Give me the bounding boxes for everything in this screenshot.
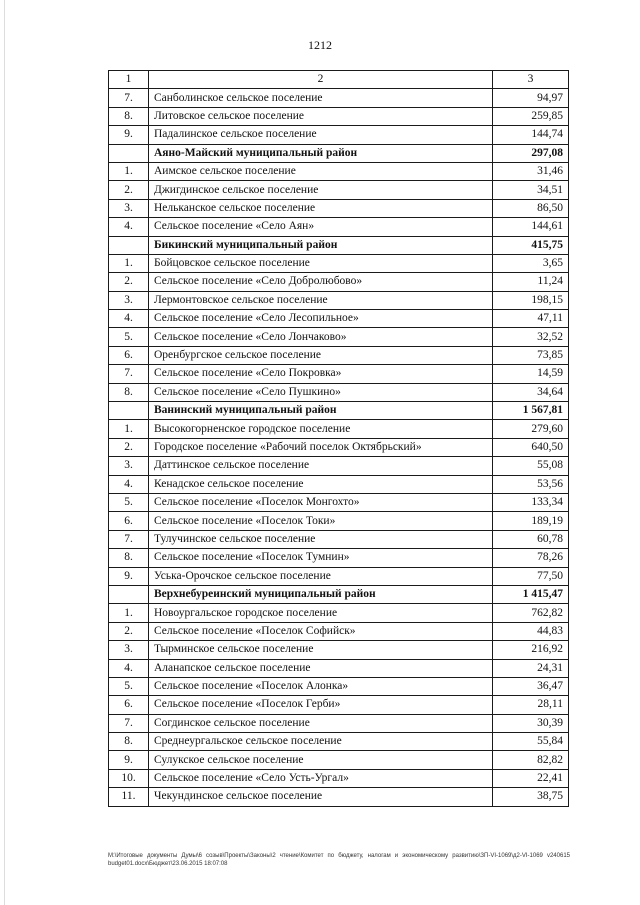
amount-value: 24,31 xyxy=(493,659,569,677)
amount-value: 53,56 xyxy=(493,475,569,493)
row-number: 7. xyxy=(109,89,149,107)
table-row xyxy=(109,346,569,364)
amount-value: 32,52 xyxy=(493,328,569,346)
settlement-name: Новоургальское городское поселение xyxy=(149,604,493,622)
settlement-name: Бойцовское сельское поселение xyxy=(149,254,493,272)
amount-value: 73,85 xyxy=(493,346,569,364)
row-number: 1. xyxy=(109,162,149,180)
row-number: 6. xyxy=(109,346,149,364)
table-row xyxy=(109,126,569,144)
row-number: 7. xyxy=(109,714,149,732)
table-row xyxy=(109,365,569,383)
amount-value: 47,11 xyxy=(493,310,569,328)
table-row xyxy=(109,530,569,548)
settlement-name: Чекундинское сельское поселение xyxy=(149,788,493,806)
table-row xyxy=(109,696,569,714)
row-number xyxy=(109,236,149,254)
row-number: 7. xyxy=(109,365,149,383)
amount-value: 36,47 xyxy=(493,677,569,695)
amount-value: 640,50 xyxy=(493,438,569,456)
amount-value: 144,74 xyxy=(493,126,569,144)
column-number: 1 xyxy=(109,71,149,89)
row-number: 9. xyxy=(109,751,149,769)
settlement-name: Сельское поселение «Село Лесопильное» xyxy=(149,310,493,328)
row-number: 9. xyxy=(109,126,149,144)
table-row xyxy=(109,622,569,640)
settlement-name: Аланапское сельское поселение xyxy=(149,659,493,677)
settlement-name: Аяно-Майский муниципальный район xyxy=(149,144,493,162)
row-number xyxy=(109,585,149,603)
settlement-name: Сельское поселение «Село Лончаково» xyxy=(149,328,493,346)
settlement-name: Верхнебуреинский муниципальный район xyxy=(149,585,493,603)
row-number: 1. xyxy=(109,604,149,622)
file-path-footer: M:\Итоговые документы Думы\6 созыв\Проекты\Законы\2 чтение\Комитет по бюджету, налогам и экономическому развитию\ЗП-VI-1069\д2-VI-1069 v240615 budget01.docx\Бюджет\23.06.2015 18:07:08 xyxy=(108,853,570,867)
table-row xyxy=(109,181,569,199)
settlement-name: Сельское поселение «Поселок Тумнин» xyxy=(149,549,493,567)
amount-value: 22,41 xyxy=(493,769,569,787)
amount-value: 60,78 xyxy=(493,530,569,548)
settlement-name: Сельское поселение «Село Добролюбово» xyxy=(149,273,493,291)
row-number: 3. xyxy=(109,291,149,309)
amount-value: 3,65 xyxy=(493,254,569,272)
table-row xyxy=(109,438,569,456)
column-number: 2 xyxy=(149,71,493,89)
table-row xyxy=(109,677,569,695)
row-number: 2. xyxy=(109,438,149,456)
row-number: 7. xyxy=(109,530,149,548)
settlement-name: Сулукское сельское поселение xyxy=(149,751,493,769)
settlement-name: Сельское поселение «Село Усть-Ургал» xyxy=(149,769,493,787)
settlement-name: Санболинское сельское поселение xyxy=(149,89,493,107)
settlement-name: Сельское поселение «Село Покровка» xyxy=(149,365,493,383)
settlement-name: Уська-Орочское сельское поселение xyxy=(149,567,493,585)
table-row xyxy=(109,420,569,438)
district-row xyxy=(109,236,569,254)
row-number: 2. xyxy=(109,181,149,199)
amount-value: 28,11 xyxy=(493,696,569,714)
amount-value: 415,75 xyxy=(493,236,569,254)
table-row xyxy=(109,769,569,787)
settlement-name: Даттинское сельское поселение xyxy=(149,457,493,475)
table-row xyxy=(109,493,569,511)
amount-value: 14,59 xyxy=(493,365,569,383)
table-row xyxy=(109,383,569,401)
row-number: 8. xyxy=(109,549,149,567)
settlement-name: Среднеургальское сельское поселение xyxy=(149,733,493,751)
row-number: 2. xyxy=(109,622,149,640)
row-number: 4. xyxy=(109,310,149,328)
amount-value: 78,26 xyxy=(493,549,569,567)
settlement-name: Сельское поселение «Село Аян» xyxy=(149,218,493,236)
amount-value: 144,61 xyxy=(493,218,569,236)
row-number: 10. xyxy=(109,769,149,787)
row-number xyxy=(109,144,149,162)
amount-value: 44,83 xyxy=(493,622,569,640)
row-number: 5. xyxy=(109,677,149,695)
amount-value: 259,85 xyxy=(493,107,569,125)
table-row xyxy=(109,567,569,585)
settlement-name: Сельское поселение «Село Пушкино» xyxy=(149,383,493,401)
row-number: 5. xyxy=(109,328,149,346)
amount-value: 198,15 xyxy=(493,291,569,309)
row-number: 3. xyxy=(109,641,149,659)
amount-value: 34,64 xyxy=(493,383,569,401)
settlement-name: Согдинское сельское поселение xyxy=(149,714,493,732)
table-row xyxy=(109,512,569,530)
table-row xyxy=(109,162,569,180)
scan-edge-line xyxy=(4,0,5,905)
settlement-name: Бикинский муниципальный район xyxy=(149,236,493,254)
settlement-name: Ванинский муниципальный район xyxy=(149,402,493,420)
amount-value: 133,34 xyxy=(493,493,569,511)
district-row xyxy=(109,402,569,420)
table-row xyxy=(109,199,569,217)
amount-value: 11,24 xyxy=(493,273,569,291)
amount-value: 30,39 xyxy=(493,714,569,732)
column-number: 3 xyxy=(493,71,569,89)
amount-value: 86,50 xyxy=(493,199,569,217)
table-row xyxy=(109,659,569,677)
settlement-name: Сельское поселение «Поселок Монгохто» xyxy=(149,493,493,511)
amount-value: 189,19 xyxy=(493,512,569,530)
amount-value: 38,75 xyxy=(493,788,569,806)
amount-value: 1 567,81 xyxy=(493,402,569,420)
table-row xyxy=(109,107,569,125)
table-row xyxy=(109,714,569,732)
amount-value: 55,84 xyxy=(493,733,569,751)
settlement-name: Городское поселение «Рабочий поселок Октябрьский» xyxy=(149,438,493,456)
table-row xyxy=(109,604,569,622)
settlement-name: Тырминское сельское поселение xyxy=(149,641,493,659)
row-number: 9. xyxy=(109,567,149,585)
amount-value: 31,46 xyxy=(493,162,569,180)
settlement-name: Сельское поселение «Поселок Токи» xyxy=(149,512,493,530)
table-row xyxy=(109,291,569,309)
settlement-name: Аимское сельское поселение xyxy=(149,162,493,180)
district-row xyxy=(109,585,569,603)
table-row xyxy=(109,89,569,107)
table-row xyxy=(109,751,569,769)
settlement-name: Нельканское сельское поселение xyxy=(149,199,493,217)
row-number: 8. xyxy=(109,107,149,125)
settlement-name: Литовское сельское поселение xyxy=(149,107,493,125)
amount-value: 34,51 xyxy=(493,181,569,199)
settlement-name: Сельское поселение «Поселок Алонка» xyxy=(149,677,493,695)
budget-table-body xyxy=(109,71,569,807)
table-row xyxy=(109,254,569,272)
table-row xyxy=(109,475,569,493)
amount-value: 94,97 xyxy=(493,89,569,107)
amount-value: 279,60 xyxy=(493,420,569,438)
settlement-name: Сельское поселение «Поселок Софийск» xyxy=(149,622,493,640)
row-number: 6. xyxy=(109,512,149,530)
row-number: 4. xyxy=(109,659,149,677)
row-number: 8. xyxy=(109,383,149,401)
row-number: 11. xyxy=(109,788,149,806)
amount-value: 216,92 xyxy=(493,641,569,659)
row-number: 2. xyxy=(109,273,149,291)
table-row xyxy=(109,218,569,236)
table-row xyxy=(109,273,569,291)
amount-value: 762,82 xyxy=(493,604,569,622)
table-row xyxy=(109,733,569,751)
amount-value: 77,50 xyxy=(493,567,569,585)
table-row xyxy=(109,328,569,346)
settlement-name: Падалинское сельское поселение xyxy=(149,126,493,144)
settlement-name: Высокогорненское городское поселение xyxy=(149,420,493,438)
row-number: 6. xyxy=(109,696,149,714)
table-row xyxy=(109,310,569,328)
settlement-name: Кенадское сельское поселение xyxy=(149,475,493,493)
row-number: 3. xyxy=(109,199,149,217)
row-number: 5. xyxy=(109,493,149,511)
settlement-name: Сельское поселение «Поселок Герби» xyxy=(149,696,493,714)
table-row xyxy=(109,457,569,475)
amount-value: 82,82 xyxy=(493,751,569,769)
row-number: 4. xyxy=(109,218,149,236)
district-row xyxy=(109,144,569,162)
row-number: 8. xyxy=(109,733,149,751)
row-number: 1. xyxy=(109,420,149,438)
settlement-name: Оренбургское сельское поселение xyxy=(149,346,493,364)
row-number xyxy=(109,402,149,420)
row-number: 4. xyxy=(109,475,149,493)
table-row xyxy=(109,549,569,567)
settlement-name: Лермонтовское сельское поселение xyxy=(149,291,493,309)
amount-value: 55,08 xyxy=(493,457,569,475)
amount-value: 1 415,47 xyxy=(493,585,569,603)
amount-value: 297,08 xyxy=(493,144,569,162)
settlement-name: Джигдинское сельское поселение xyxy=(149,181,493,199)
row-number: 1. xyxy=(109,254,149,272)
budget-table xyxy=(108,70,569,807)
settlement-name: Тулучинское сельское поселение xyxy=(149,530,493,548)
page-number: 1212 xyxy=(308,38,332,52)
column-number-row xyxy=(109,71,569,89)
row-number: 3. xyxy=(109,457,149,475)
table-row xyxy=(109,641,569,659)
table-row xyxy=(109,788,569,806)
